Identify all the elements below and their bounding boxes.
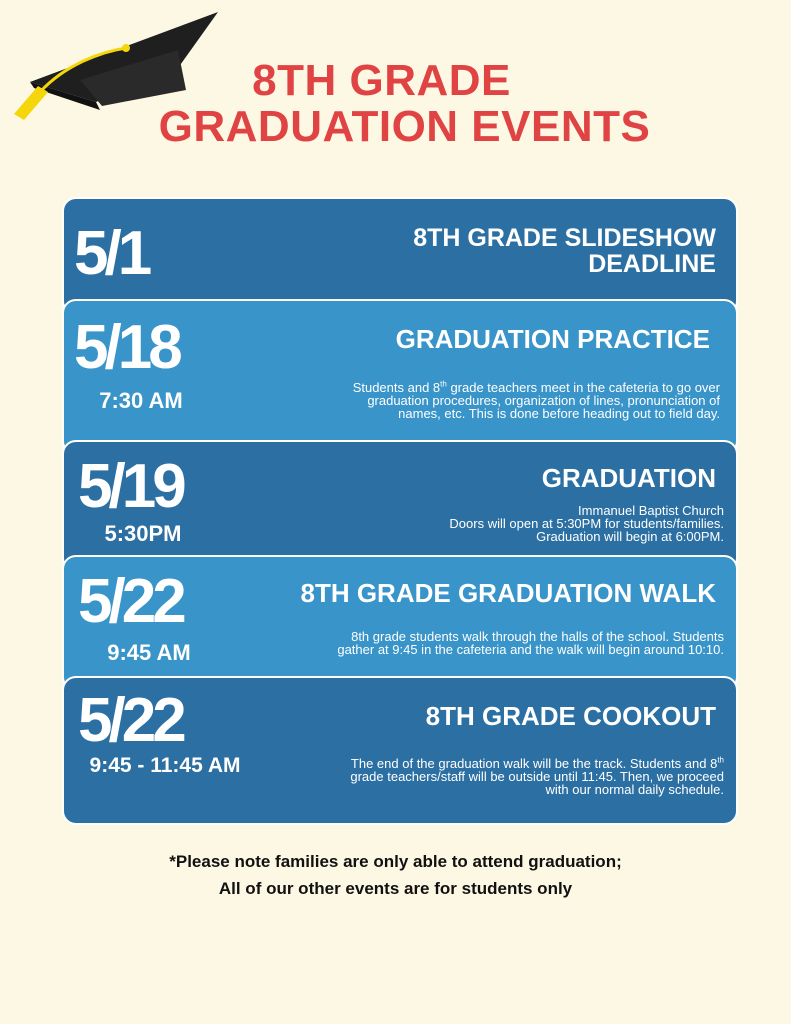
event-title-line: DEADLINE [588,250,716,278]
event-date: 5/1 [74,219,149,288]
note-line-2: All of our other events are for students only [218,879,573,898]
event-title [300,579,716,607]
desc-line: graduation procedures, organization of lines, pronunciation of [367,393,720,408]
event-title-line: 8TH GRADE COOKOUT [425,701,716,731]
title-line-2: GRADUATION EVENTS [158,102,651,151]
event-title-line: 8TH GRADE GRADUATION WALK [300,578,716,608]
event-description [350,757,724,796]
event-time: 9:45 - 11:45 AM [89,754,241,777]
desc-line: gather at 9:45 in the cafeteria and the walk will begin around 10:10. [337,642,724,657]
event-title-line: GRADUATION [541,463,716,493]
event-title [396,325,710,353]
page-title [0,58,791,150]
event-card-cookout [62,676,738,825]
event-card-graduation [62,440,738,572]
desc-line: grade teachers/staff will be outside until 11:45. Then, we proceed [350,769,724,784]
event-description [337,630,724,656]
desc-line: Doors will open at 5:30PM for students/families. [449,516,724,531]
event-date: 5/22 [78,686,183,755]
event-title [426,702,716,730]
desc-line: Immanuel Baptist Church [578,503,724,518]
event-card-practice [62,299,738,455]
event-time: 7:30 AM [99,388,183,413]
event-title [542,464,716,492]
desc-line: Students and 8th grade teachers meet in the cafeteria to go over [352,379,720,395]
desc-line: 8th grade students walk through the halls of the school. Students [351,629,724,644]
event-date: 5/19 [78,452,183,521]
attendance-note [0,848,791,902]
event-title [413,225,716,277]
note-line-1: *Please note families are only able to attend graduation; [169,852,622,871]
event-title-line: 8TH GRADE SLIDESHOW [413,224,716,252]
title-line-1: 8TH GRADE [252,56,511,105]
event-description [353,381,720,420]
event-date: 5/22 [78,567,183,636]
desc-line: names, etc. This is done before heading out to field day. [398,406,720,421]
event-card-walk [62,555,738,691]
event-time: 9:45 AM [107,640,191,665]
desc-line: Graduation will begin at 6:00PM. [536,529,724,544]
event-time: 5:30PM [104,521,182,546]
event-card-slideshow [62,197,738,315]
desc-line: with our normal daily schedule. [545,782,724,797]
event-date: 5/18 [74,313,179,382]
desc-line: The end of the graduation walk will be the track. Students and 8th [350,755,724,771]
event-description [449,504,724,543]
event-title-line: GRADUATION PRACTICE [395,324,710,354]
